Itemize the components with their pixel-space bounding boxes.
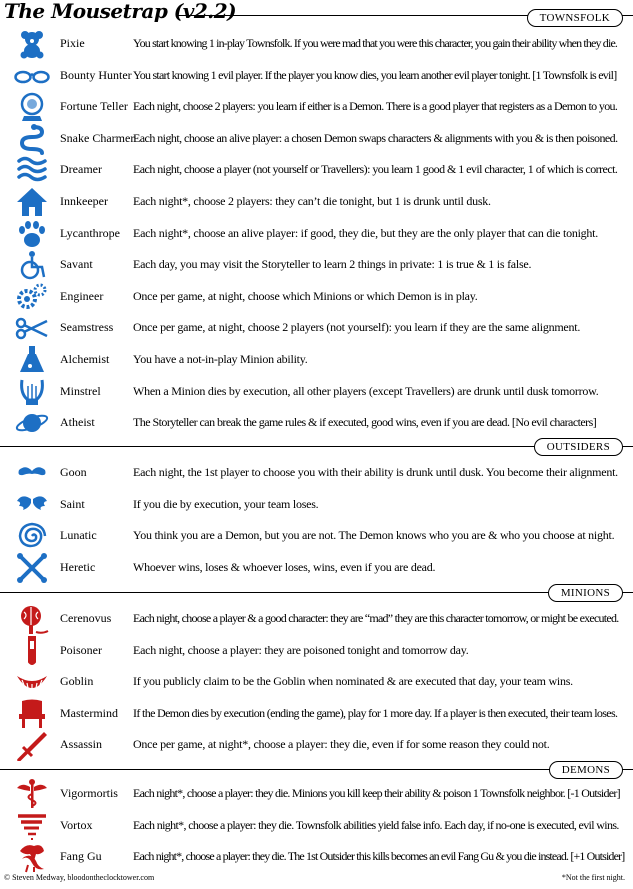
dagger-icon bbox=[14, 729, 50, 761]
character-ability: Each night*, choose an alive player: if good, they die, but they are the only player that can die tonight. bbox=[133, 225, 599, 240]
vortex-icon bbox=[14, 810, 50, 842]
character-row-goblin bbox=[0, 666, 633, 698]
character-name: Bounty Hunter bbox=[60, 67, 132, 82]
character-ability: Each night*, choose a player: they die. Townsfolk abilities yield false info. Each day, if no-one is executed, evil wins. bbox=[133, 817, 619, 832]
mustache-icon bbox=[14, 457, 50, 489]
character-row-fortune-teller bbox=[0, 91, 633, 123]
character-name: Minstrel bbox=[60, 383, 101, 398]
character-row-lunatic bbox=[0, 520, 633, 552]
character-name: Cerenovus bbox=[60, 611, 112, 625]
character-row-poisoner bbox=[0, 635, 633, 667]
character-name: Vortox bbox=[60, 817, 93, 832]
glasses-icon bbox=[14, 60, 50, 92]
minions-header bbox=[0, 583, 633, 603]
character-ability: If the Demon dies by execution (ending the game), play for 1 more day. If a player is then executed, their team loses. bbox=[133, 705, 618, 720]
character-ability: Each night, the 1st player to choose you with their ability is drunk until dusk. You become their alignment. bbox=[133, 465, 618, 479]
demons-label: DEMONS bbox=[549, 761, 623, 779]
character-row-assassin bbox=[0, 729, 633, 761]
character-row-saint bbox=[0, 489, 633, 521]
character-name: Savant bbox=[60, 257, 93, 272]
flask-icon bbox=[14, 344, 50, 376]
character-name: Atheist bbox=[60, 415, 95, 430]
character-ability: The Storyteller can break the game rules & if executed, good wins, even if you are dead. [No evil characters] bbox=[133, 415, 597, 430]
character-row-seamstress bbox=[0, 312, 633, 344]
character-name: Goblin bbox=[60, 674, 94, 689]
character-ability: You have a not-in-play Minion ability. bbox=[133, 352, 308, 366]
outsiders-label: OUTSIDERS bbox=[534, 438, 623, 456]
scissors-icon bbox=[14, 312, 50, 344]
character-name: Lunatic bbox=[60, 528, 97, 543]
grin-icon bbox=[14, 666, 50, 698]
character-row-minstrel bbox=[0, 376, 633, 408]
townsfolk-label: TOWNSFOLK bbox=[527, 9, 623, 27]
brain-icon bbox=[14, 603, 50, 635]
wheelchair-icon bbox=[14, 249, 50, 281]
demons-divider bbox=[0, 769, 633, 770]
character-name: Innkeeper bbox=[60, 194, 108, 208]
character-row-goon bbox=[0, 457, 633, 489]
character-name: Lycanthrope bbox=[60, 225, 120, 240]
throne-icon bbox=[14, 698, 50, 730]
character-ability: When a Minion dies by execution, all other players (except Travellers) are drunk until dusk tomorrow. bbox=[133, 383, 599, 398]
character-ability: Each night*, choose a player: they die. Minions you kill keep their ability & poison 1 Townsfolk neighbor. [-1 Outsider] bbox=[133, 786, 620, 800]
character-ability: If you publicly claim to be the Goblin when nominated & are executed that day, your team wins. bbox=[133, 674, 573, 689]
crossed-bones-icon bbox=[14, 552, 50, 584]
character-name: Alchemist bbox=[60, 352, 110, 366]
minions-label: MINIONS bbox=[548, 584, 623, 602]
character-name: Engineer bbox=[60, 288, 104, 303]
character-ability: Each day, you may visit the Storyteller to learn 2 things in private: 1 is true & 1 is false. bbox=[133, 257, 532, 272]
demons-header bbox=[0, 760, 633, 780]
character-name: Dreamer bbox=[60, 162, 102, 177]
character-row-heretic bbox=[0, 552, 633, 584]
character-name: Poisoner bbox=[60, 642, 102, 657]
character-row-vortox bbox=[0, 810, 633, 842]
character-row-lycanthrope bbox=[0, 218, 633, 250]
character-ability: Each night*, choose a player: they die. The 1st Outsider this kills becomes an evil Fang Gu & you die instead. [+1 Outsider] bbox=[133, 849, 625, 863]
footer-note: *Not the first night. bbox=[561, 873, 625, 882]
character-ability: You think you are a Demon, but you are not. The Demon knows who you are & who you choose at night. bbox=[133, 528, 615, 543]
wings-icon bbox=[14, 489, 50, 521]
character-name: Fortune Teller bbox=[60, 99, 128, 114]
character-ability: You start knowing 1 evil player. If the player you know dies, you learn another evil player tonight. [1 Townsfolk is evil] bbox=[133, 67, 617, 82]
character-row-cerenovus bbox=[0, 603, 633, 635]
script-title: The Mousetrap (v2.2) bbox=[4, 0, 237, 23]
character-ability: Each night, choose 2 players: you learn if either is a Demon. There is a good player that registers as a Demon to you. bbox=[133, 99, 618, 114]
vial-icon bbox=[14, 635, 50, 667]
character-ability: Once per game, at night, choose 2 players (not yourself): you learn if they are the same alignment. bbox=[133, 320, 581, 335]
fanged-beast-icon bbox=[14, 841, 50, 873]
house-icon bbox=[14, 186, 50, 218]
character-row-vigormortis bbox=[0, 778, 633, 810]
character-ability: Once per game, at night*, choose a player: they die, even if for some reason they could not. bbox=[133, 737, 550, 752]
gears-icon bbox=[14, 281, 50, 313]
character-row-alchemist bbox=[0, 344, 633, 376]
character-row-atheist bbox=[0, 407, 633, 439]
character-row-engineer bbox=[0, 281, 633, 313]
minions-divider bbox=[0, 592, 633, 593]
outsiders-header bbox=[0, 437, 633, 457]
character-name: Saint bbox=[60, 496, 85, 511]
character-row-bounty-hunter bbox=[0, 60, 633, 92]
character-row-innkeeper bbox=[0, 186, 633, 218]
character-name: Heretic bbox=[60, 559, 96, 574]
character-name: Goon bbox=[60, 465, 87, 479]
character-ability: Each night, choose a player & a good character: they are “mad” they are this character tomorrow, or might be executed. bbox=[133, 611, 619, 625]
teddy-bear-icon bbox=[14, 28, 50, 60]
spiral-icon bbox=[14, 520, 50, 552]
character-ability: Each night, choose a player: they are poisoned tonight and tomorrow day. bbox=[133, 642, 469, 657]
character-ability: Each night*, choose 2 players: they can’t die tonight, but 1 is drunk until dusk. bbox=[133, 194, 491, 208]
character-ability: You start knowing 1 in-play Townsfolk. If you were mad that you were this character, you gain their ability when they die. bbox=[133, 36, 618, 50]
character-ability: If you die by execution, your team loses. bbox=[133, 496, 319, 511]
character-row-mastermind bbox=[0, 698, 633, 730]
footer-credit: © Steven Medway, bloodontheclocktower.com bbox=[4, 873, 155, 882]
crystal-ball-icon bbox=[14, 91, 50, 123]
character-name: Mastermind bbox=[60, 705, 118, 720]
character-row-pixie bbox=[0, 28, 633, 60]
character-ability: Once per game, at night, choose which Minions or which Demon is in play. bbox=[133, 288, 478, 303]
character-name: Vigormortis bbox=[60, 786, 118, 800]
character-row-dreamer bbox=[0, 154, 633, 186]
planet-icon bbox=[14, 407, 50, 439]
character-name: Assassin bbox=[60, 737, 103, 752]
dream-waves-icon bbox=[14, 154, 50, 186]
character-row-snake-charmer bbox=[0, 123, 633, 155]
winged-staff-icon bbox=[14, 778, 50, 810]
character-name: Seamstress bbox=[60, 320, 114, 335]
townsfolk-header bbox=[0, 8, 633, 28]
character-row-fang-gu bbox=[0, 841, 633, 873]
character-ability: Whoever wins, loses & whoever loses, wins, even if you are dead. bbox=[133, 559, 436, 574]
character-ability: Each night, choose an alive player: a chosen Demon swaps characters & alignments with you & is then poisoned. bbox=[133, 130, 618, 145]
paw-icon bbox=[14, 218, 50, 250]
character-row-savant bbox=[0, 249, 633, 281]
character-name: Pixie bbox=[60, 36, 85, 50]
character-ability: Each night, choose a player (not yourself or Travellers): you learn 1 good & 1 evil character, 1 of which is correct. bbox=[133, 162, 618, 177]
snake-icon bbox=[14, 123, 50, 155]
character-name: Fang Gu bbox=[60, 849, 102, 863]
lyre-icon bbox=[14, 376, 50, 408]
character-name: Snake Charmer bbox=[60, 130, 135, 145]
